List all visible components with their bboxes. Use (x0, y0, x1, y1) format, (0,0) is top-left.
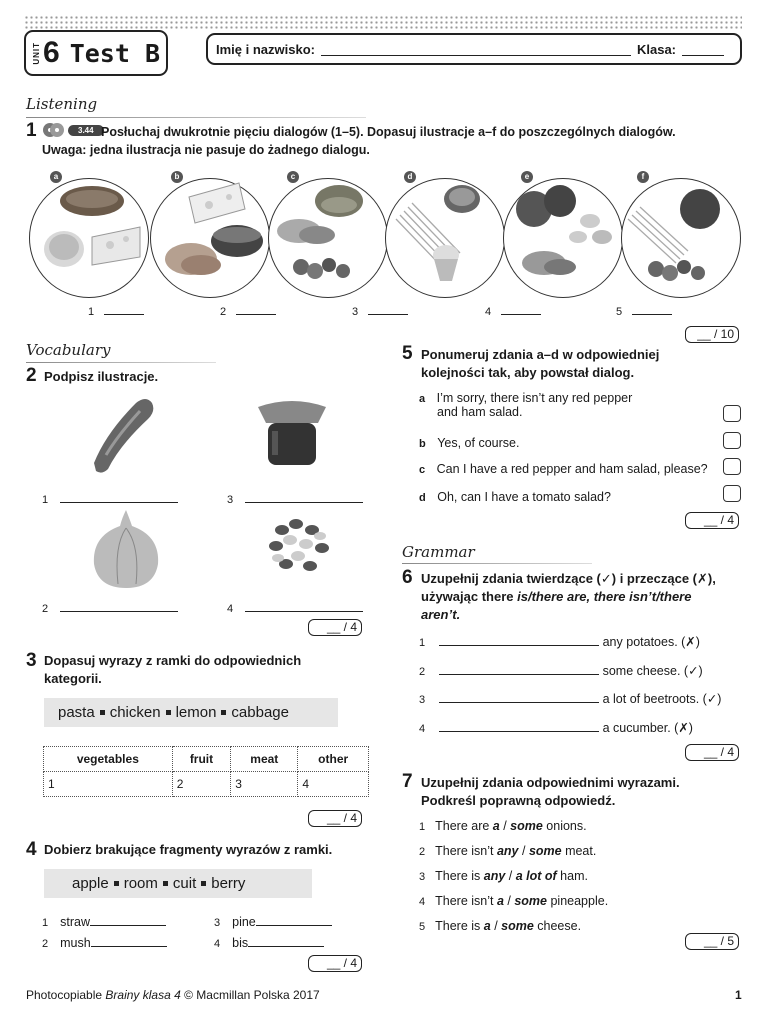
word: chicken (109, 704, 161, 721)
item-number: 2 (42, 938, 49, 950)
footer-book-title: Brainy klasa 4 (105, 988, 181, 1002)
order-box-d[interactable] (723, 485, 741, 502)
unit-label: UNIT (32, 41, 41, 65)
q5-item-c (419, 462, 708, 476)
header-other: other (298, 747, 369, 772)
beans-icon (262, 510, 338, 586)
q4-item-2[interactable] (42, 934, 167, 950)
q2-number: 2 (26, 365, 37, 386)
item-blank[interactable] (439, 633, 599, 646)
q4-item-4[interactable] (214, 934, 324, 950)
word: apple (72, 875, 109, 892)
footer-text: Photocopiable (26, 988, 106, 1002)
q7-number: 7 (402, 771, 413, 792)
picture-b (150, 178, 270, 298)
q1-answer-2[interactable] (220, 302, 276, 318)
label-blank[interactable] (245, 599, 363, 612)
q4-score[interactable]: __ / 4 (308, 955, 362, 972)
footer-text-end: © Macmillan Polska 2017 (180, 988, 320, 1002)
item-text: a cucumber. (✗) (602, 721, 693, 735)
cheese-cake-icon (151, 179, 269, 297)
name-label: Imię i nazwisko: (216, 41, 315, 57)
label-blank[interactable] (60, 490, 178, 503)
q3-instruction: Dopasuj wyrazy z ramki do odpowiednich (44, 653, 302, 668)
item-number: 4 (214, 938, 221, 950)
item-letter: d (419, 492, 426, 504)
q5-item-d (419, 490, 611, 504)
item-text-2: and ham salad. (437, 405, 523, 419)
item-text: Yes, of course. (437, 436, 520, 450)
q4-instruction: Dobierz brakujące fragmenty wyrazów z ramki. (44, 842, 333, 857)
label-b: b (171, 171, 183, 183)
q1-answer-5[interactable] (616, 302, 672, 318)
table-cell[interactable]: 3 (231, 772, 298, 797)
header-fruit: fruit (172, 747, 231, 772)
tomato-pasta-icon (622, 179, 740, 297)
header-meat: meat (231, 747, 298, 772)
q6-item-3[interactable] (419, 690, 721, 706)
q5-number: 5 (402, 343, 413, 364)
q7-instruction: Uzupełnij zdania odpowiednimi wyrazami. (421, 775, 680, 790)
item-number: 2 (419, 666, 426, 678)
item-text: There is (435, 869, 484, 883)
section-grammar: Grammar (402, 543, 475, 561)
q7-score[interactable]: __ / 5 (685, 933, 739, 950)
answer-number: 2 (220, 306, 227, 318)
item-text: straw (60, 915, 90, 929)
label-c: c (287, 171, 299, 183)
q2-label-2[interactable] (42, 599, 178, 615)
word: pasta (58, 704, 95, 721)
table-header-row (44, 747, 369, 772)
item-text: There is (435, 919, 484, 933)
separator: / (518, 844, 529, 858)
label-d: d (404, 171, 416, 183)
q2-score[interactable]: __ / 4 (308, 619, 362, 636)
option-1[interactable]: a (492, 819, 500, 833)
instruction-italic: is/there are, there isn’t/there (517, 589, 692, 604)
answer-blank[interactable] (632, 302, 672, 315)
order-box-c[interactable] (723, 458, 741, 475)
track-number: 3.44 (68, 125, 104, 136)
separator: / (490, 919, 502, 933)
q1-answer-4[interactable] (485, 302, 541, 318)
label-number: 3 (227, 494, 234, 506)
q6-instruction-2 (421, 588, 691, 606)
table-row (44, 772, 369, 797)
category-table (43, 746, 369, 797)
item-text: There isn’t (435, 894, 497, 908)
q1-number: 1 (26, 120, 37, 141)
item-blank[interactable] (439, 690, 599, 703)
cd-icon (42, 122, 66, 138)
item-letter: b (419, 438, 426, 450)
label-f: f (637, 171, 649, 183)
q3-number: 3 (26, 650, 37, 671)
tomatoes-mushrooms-icon (504, 179, 622, 297)
picture-a (29, 178, 149, 298)
option-1[interactable]: any (496, 844, 519, 858)
label-number: 2 (42, 603, 49, 615)
q4-item-3[interactable] (214, 913, 332, 929)
option-1[interactable]: any (483, 869, 506, 883)
q1-score[interactable]: __ / 10 (685, 326, 739, 343)
item-letter: a (419, 393, 426, 405)
q4-word-box (44, 869, 312, 898)
q7-item-4 (419, 894, 608, 908)
table-cell[interactable]: 2 (172, 772, 231, 797)
q6-instruction-3 (421, 606, 460, 624)
item-text-end: ham. (556, 869, 588, 883)
section-divider (402, 563, 592, 564)
separator: / (499, 819, 511, 833)
picture-e (503, 178, 623, 298)
audio-track[interactable] (42, 122, 104, 138)
q1-answer-3[interactable] (352, 302, 408, 318)
order-box-b[interactable] (723, 432, 741, 449)
picture-d (385, 178, 505, 298)
label-number: 1 (42, 494, 49, 506)
q3-score[interactable]: __ / 4 (308, 810, 362, 827)
option-2[interactable]: a lot of (515, 869, 557, 883)
q7-item-2 (419, 844, 596, 858)
label-e: e (521, 171, 533, 183)
item-number: 1 (419, 821, 426, 833)
item-number: 1 (42, 917, 49, 929)
label-blank[interactable] (60, 599, 178, 612)
item-text: a lot of beetroots. (✓) (602, 692, 722, 706)
name-field[interactable] (321, 43, 631, 56)
jam-jar-icon (252, 393, 332, 469)
bread-icon (30, 179, 148, 297)
q7-item-1 (419, 819, 587, 833)
item-number: 3 (419, 694, 426, 706)
q6-score[interactable]: __ / 4 (685, 744, 739, 761)
sausage-icon (86, 393, 166, 473)
page-number: 1 (735, 988, 742, 1002)
q2-label-4[interactable] (227, 599, 363, 615)
table-cell[interactable]: 4 (298, 772, 369, 797)
q2-label-1[interactable] (42, 490, 178, 506)
separator: / (503, 894, 515, 908)
item-text: some cheese. (✓) (602, 664, 703, 678)
item-text: any potatoes. (✗) (602, 635, 700, 649)
q2-instruction: Podpisz ilustracje. (44, 369, 159, 384)
item-text: bis (232, 936, 249, 950)
answer-blank[interactable] (236, 302, 276, 315)
unit-box (24, 30, 168, 76)
order-box-a[interactable] (723, 405, 741, 422)
meat-cookies-icon (269, 179, 387, 297)
q7-item-5 (419, 919, 581, 933)
item-blank[interactable] (248, 934, 324, 947)
item-text: mush (60, 936, 91, 950)
answer-blank[interactable] (104, 302, 144, 315)
class-field[interactable] (682, 43, 724, 56)
item-letter: c (419, 464, 426, 476)
option-2[interactable]: some (528, 844, 562, 858)
item-number: 4 (419, 896, 426, 908)
item-number: 2 (419, 846, 426, 858)
q1-answer-1[interactable] (88, 302, 144, 318)
item-blank[interactable] (90, 913, 166, 926)
item-text-end: cheese. (533, 919, 582, 933)
answer-number: 3 (352, 306, 359, 318)
option-1[interactable]: a (496, 894, 504, 908)
item-text-end: onions. (542, 819, 587, 833)
class-label: Klasa: (636, 41, 677, 57)
item-number: 5 (419, 921, 426, 933)
q5-instruction: Ponumeruj zdania a–d w odpowiedniej (421, 347, 660, 362)
q2-label-3[interactable] (227, 490, 363, 506)
q6-item-1[interactable] (419, 633, 700, 649)
item-text: There are (435, 819, 493, 833)
word: cabbage (231, 704, 289, 721)
section-listening: Listening (26, 95, 98, 113)
unit-number: 6 (43, 36, 60, 69)
answer-number: 4 (485, 306, 492, 318)
onion-icon (88, 506, 164, 590)
word: room (123, 875, 158, 892)
instruction-italic: aren’t. (421, 607, 461, 622)
dotted-band (24, 15, 742, 29)
q6-item-2[interactable] (419, 662, 703, 678)
name-box (206, 33, 742, 65)
item-text: Oh, can I have a tomato salad? (437, 490, 611, 504)
q7-item-3 (419, 869, 588, 883)
separator: / (505, 869, 516, 883)
option-1[interactable]: a (483, 919, 491, 933)
q6-number: 6 (402, 567, 413, 588)
picture-c (268, 178, 388, 298)
word: cuit (172, 875, 197, 892)
footer-copyright (26, 988, 320, 1002)
q4-number: 4 (26, 839, 37, 860)
section-divider (26, 362, 216, 363)
option-2[interactable]: some (510, 819, 543, 833)
word: berry (211, 875, 246, 892)
q5-score[interactable]: __ / 4 (685, 512, 739, 529)
item-blank[interactable] (439, 719, 599, 732)
q5-instruction-2: kolejności tak, aby powstał dialog. (421, 365, 635, 380)
item-text: Can I have a red pepper and ham salad, please? (436, 462, 708, 476)
answer-number: 1 (88, 306, 95, 318)
q6-instruction: Uzupełnij zdania twierdzące (✓) i przeczące (✗), (421, 571, 716, 586)
option-2[interactable]: some (514, 894, 547, 908)
item-blank[interactable] (91, 934, 167, 947)
section-divider (26, 117, 366, 118)
instruction-text: używając there (421, 589, 518, 604)
pasta-icecream-icon (386, 179, 504, 297)
answer-number: 5 (616, 306, 623, 318)
item-text-end: meat. (561, 844, 597, 858)
word: lemon (175, 704, 217, 721)
q6-item-4[interactable] (419, 719, 693, 735)
item-blank[interactable] (256, 913, 332, 926)
label-number: 4 (227, 603, 234, 615)
section-vocabulary: Vocabulary (26, 341, 111, 359)
item-text: pine (232, 915, 256, 929)
q5-item-a (419, 391, 719, 419)
picture-f (621, 178, 741, 298)
item-text: There isn’t (435, 844, 497, 858)
q7-instruction-2: Podkreśl poprawną odpowiedź. (421, 793, 616, 808)
header-vegetables: vegetables (44, 747, 173, 772)
item-text: I’m sorry, there isn’t any red pepper (436, 391, 633, 405)
q1-note: Uwaga: jedna ilustracja nie pasuje do żadnego dialogu. (42, 143, 370, 157)
test-title: Test B (69, 38, 160, 68)
q3-word-box (44, 698, 338, 727)
q4-item-1[interactable] (42, 913, 166, 929)
q3-instruction-2: kategorii. (44, 671, 102, 686)
option-2[interactable]: some (501, 919, 534, 933)
item-number: 1 (419, 637, 426, 649)
table-cell[interactable]: 1 (44, 772, 173, 797)
item-blank[interactable] (439, 662, 599, 675)
item-number: 4 (419, 723, 426, 735)
answer-blank[interactable] (368, 302, 408, 315)
item-text-end: pineapple. (547, 894, 609, 908)
q5-item-b (419, 436, 519, 450)
q1-instruction: Posłuchaj dwukrotnie pięciu dialogów (1–5). Dopasuj ilustracje a–f do poszczególnych dialogów. (101, 125, 676, 139)
item-number: 3 (419, 871, 426, 883)
label-blank[interactable] (245, 490, 363, 503)
answer-blank[interactable] (501, 302, 541, 315)
item-number: 3 (214, 917, 221, 929)
label-a: a (50, 171, 62, 183)
